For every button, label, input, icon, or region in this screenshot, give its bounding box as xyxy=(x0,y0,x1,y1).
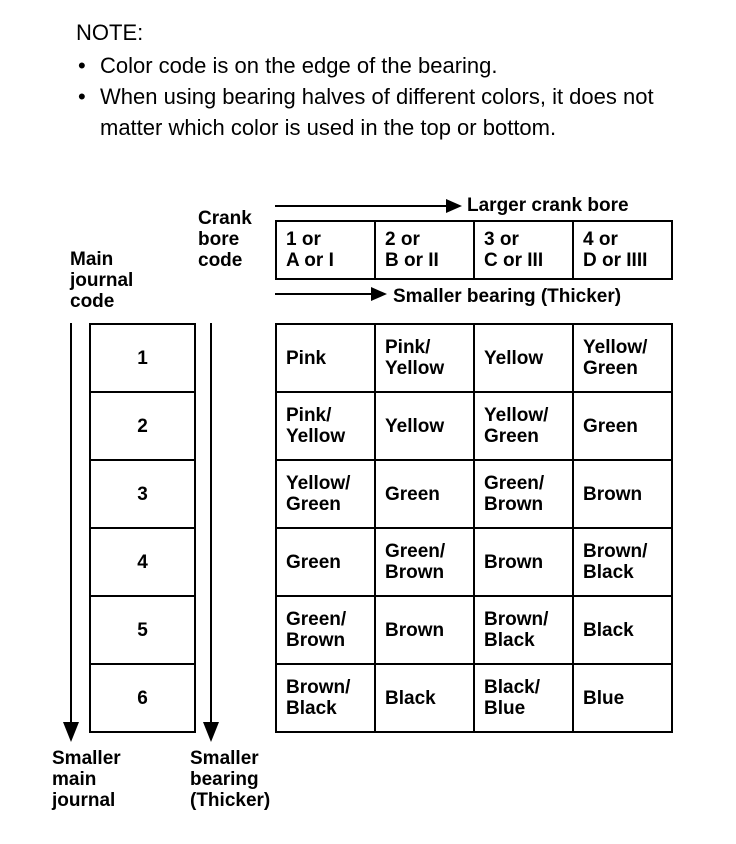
color-cell: Pink/ Yellow xyxy=(375,324,474,392)
color-cell: Brown/ Black xyxy=(474,596,573,664)
color-cell: Green xyxy=(276,528,375,596)
color-cell: Green/ Brown xyxy=(375,528,474,596)
crank-bore-code-cell: 1 or A or I xyxy=(276,221,375,279)
note-text: When using bearing halves of different colors, it does not matter which color is used in the top or bottom. xyxy=(100,84,654,140)
color-cell: Green/ Brown xyxy=(474,460,573,528)
color-cell: Brown/ Black xyxy=(276,664,375,732)
journal-code-cell: 6 xyxy=(90,664,195,732)
color-cell: Yellow xyxy=(375,392,474,460)
color-cell: Green xyxy=(375,460,474,528)
color-cell: Pink/ Yellow xyxy=(276,392,375,460)
crank-bore-code-cell: 4 or D or IIII xyxy=(573,221,672,279)
crank-bore-code-cell: 3 or C or III xyxy=(474,221,573,279)
main-journal-code-label: Main journal code xyxy=(70,249,134,312)
smaller-main-journal-label: Smaller main journal xyxy=(52,748,121,811)
color-cell: Black xyxy=(573,596,672,664)
color-cell: Yellow/ Green xyxy=(276,460,375,528)
journal-code-cell: 2 xyxy=(90,392,195,460)
bullet: • xyxy=(78,84,86,109)
color-cell: Green xyxy=(573,392,672,460)
color-cell: Brown xyxy=(474,528,573,596)
larger-crank-bore-arrow xyxy=(275,199,462,213)
color-cell: Black xyxy=(375,664,474,732)
journal-code-cell: 4 xyxy=(90,528,195,596)
color-cell: Yellow/ Green xyxy=(573,324,672,392)
journal-code-cell: 1 xyxy=(90,324,195,392)
bullet: • xyxy=(78,53,86,78)
smaller-bearing-label: Smaller bearing (Thicker) xyxy=(393,286,622,307)
color-cell: Brown xyxy=(375,596,474,664)
color-cell: Brown xyxy=(573,460,672,528)
color-cell: Pink xyxy=(276,324,375,392)
note-title: NOTE: xyxy=(76,20,144,45)
color-cell: Black/ Blue xyxy=(474,664,573,732)
journal-code-cell: 3 xyxy=(90,460,195,528)
smaller-main-journal-arrow xyxy=(63,323,79,742)
color-cell: Yellow xyxy=(474,324,573,392)
crank-bore-code-label: Crank bore code xyxy=(198,208,252,271)
color-cell: Green/ Brown xyxy=(276,596,375,664)
smaller-bearing-arrow xyxy=(275,287,387,301)
color-cell: Blue xyxy=(573,664,672,732)
crank-bore-code-cell: 2 or B or II xyxy=(375,221,474,279)
smaller-bearing-down-arrow xyxy=(203,323,219,742)
color-cell: Brown/ Black xyxy=(573,528,672,596)
color-cell: Yellow/ Green xyxy=(474,392,573,460)
larger-crank-bore-label: Larger crank bore xyxy=(467,195,629,216)
note-text: Color code is on the edge of the bearing. xyxy=(100,53,498,78)
smaller-bearing-thicker-label: Smaller bearing (Thicker) xyxy=(190,748,271,811)
journal-code-cell: 5 xyxy=(90,596,195,664)
